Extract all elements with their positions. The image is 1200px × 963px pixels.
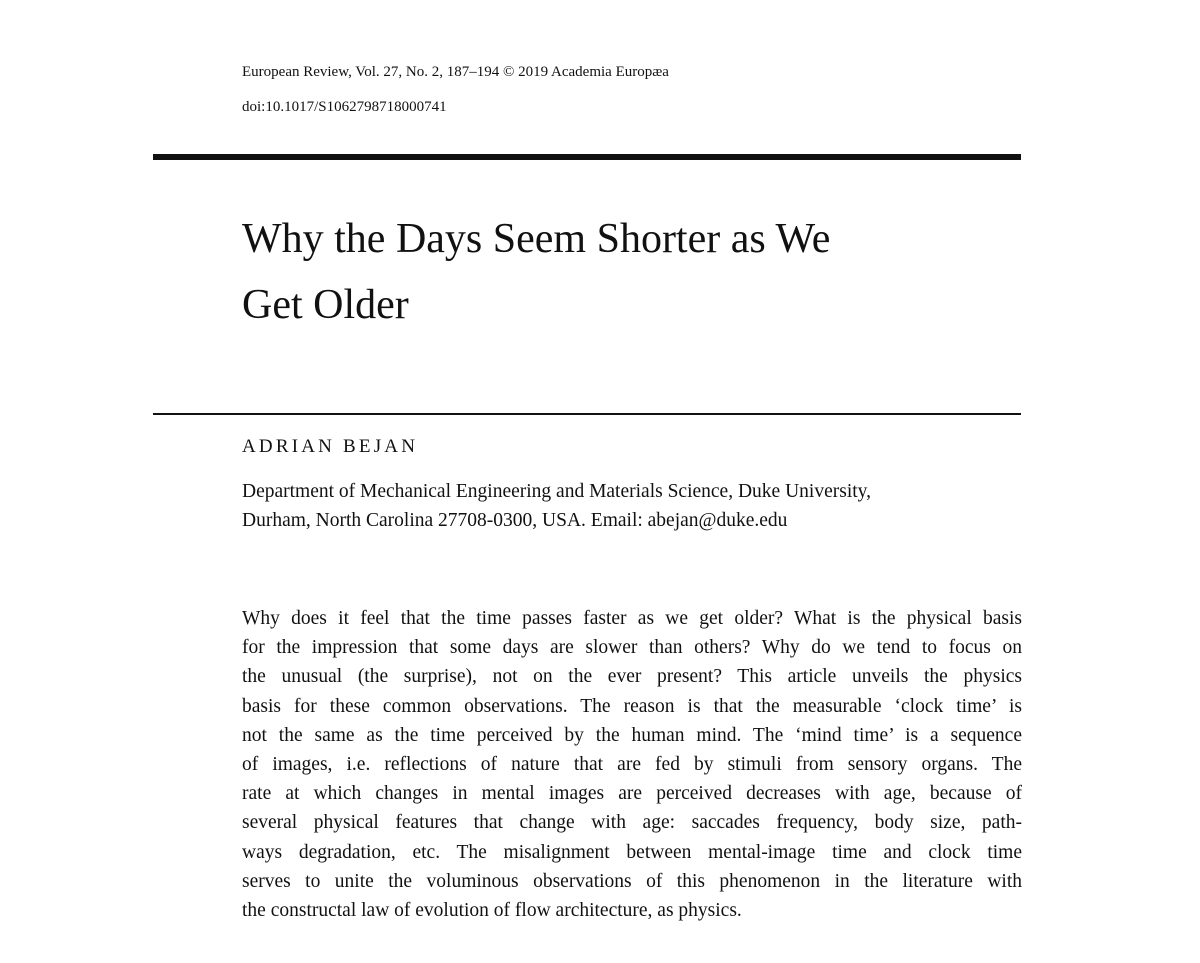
affiliation-line: Durham, North Carolina 27708-0300, USA. Email: abejan@duke.edu: [242, 510, 788, 531]
abstract-line: ways degradation, etc. The misalignment between mental-image time and clock time: [242, 841, 1022, 863]
abstract-line: for the impression that some days are slower than others? Why do we tend to focus on: [242, 637, 1022, 659]
affiliation-line: Department of Mechanical Engineering and Materials Science, Duke University,: [242, 481, 872, 502]
abstract-line: Why does it feel that the time passes faster as we get older? What is the physical basis: [242, 608, 1022, 629]
abstract-line: of images, i.e. reflections of nature that are fed by stimuli from sensory organs. The: [242, 754, 1022, 776]
author-name: ADRIAN BEJAN: [242, 436, 419, 457]
abstract-line: the constructal law of evolution of flow architecture, as physics.: [242, 900, 742, 922]
abstract: [242, 604, 1022, 925]
journal-citation: European Review, Vol. 27, No. 2, 187–194 © 2019 Academia Europæa: [242, 64, 669, 80]
journal-doi: doi:10.1017/S1062798718000741: [242, 99, 447, 115]
header-rule-thick: [153, 154, 1021, 160]
abstract-line: basis for these common observations. The reason is that the measurable ‘clock time’ is: [242, 695, 1022, 717]
header-rule-thin: [153, 413, 1021, 415]
article-title: [242, 206, 1002, 338]
article-title-line: Why the Days Seem Shorter as We: [242, 216, 831, 262]
abstract-line: the unusual (the surprise), not on the ever present? This article unveils the physics: [242, 666, 1022, 688]
abstract-line: serves to unite the voluminous observations of this phenomenon in the literature with: [242, 870, 1022, 892]
abstract-line: several physical features that change with age: saccades frequency, body size, path-: [242, 812, 1022, 834]
author-affiliation: [242, 477, 1022, 535]
article-title-line: Get Older: [242, 282, 409, 328]
abstract-line: not the same as the time perceived by the human mind. The ‘mind time’ is a sequence: [242, 724, 1022, 746]
abstract-line: rate at which changes in mental images are perceived decreases with age, because of: [242, 783, 1022, 805]
